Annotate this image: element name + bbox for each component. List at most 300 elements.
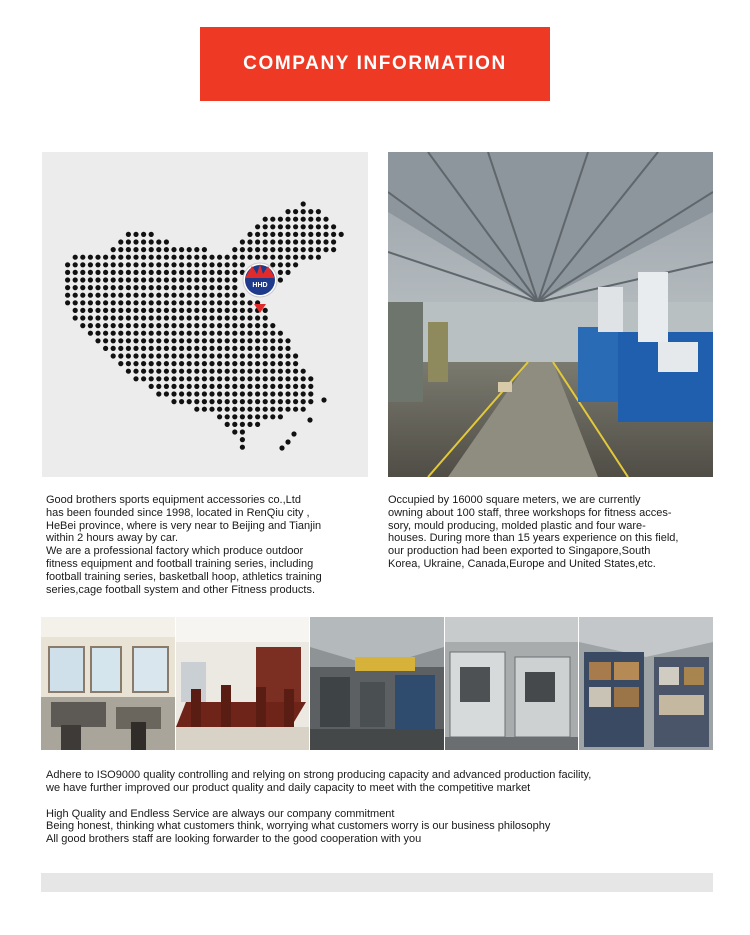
- map-dot: [308, 232, 313, 237]
- map-dot: [263, 353, 268, 358]
- map-dot: [118, 315, 123, 320]
- map-dot: [149, 285, 154, 290]
- closing-line-commitment: High Quality and Endless Service are always our company commitment: [46, 807, 395, 820]
- map-dot: [301, 209, 306, 214]
- map-dot: [225, 414, 230, 419]
- map-dot: [247, 391, 252, 396]
- map-dot: [202, 293, 207, 298]
- map-dot: [126, 255, 131, 260]
- map-dot: [301, 239, 306, 244]
- map-dot: [73, 270, 78, 275]
- map-dot: [194, 384, 199, 389]
- map-dot: [263, 361, 268, 366]
- map-dot: [255, 369, 260, 374]
- map-dot: [126, 239, 131, 244]
- map-dot: [331, 232, 336, 237]
- map-dot: [171, 277, 176, 282]
- map-dot: [247, 315, 252, 320]
- map-dot: [156, 239, 161, 244]
- map-dot: [179, 300, 184, 305]
- map-dot: [263, 346, 268, 351]
- map-dot: [270, 217, 275, 222]
- map-dot: [149, 300, 154, 305]
- map-dot: [308, 224, 313, 229]
- map-dot: [141, 285, 146, 290]
- map-dot: [323, 224, 328, 229]
- map-dot: [179, 399, 184, 404]
- map-dot: [103, 262, 108, 267]
- map-dot: [133, 338, 138, 343]
- map-dot: [187, 376, 192, 381]
- map-dot: [209, 331, 214, 336]
- map-dot: [156, 285, 161, 290]
- map-dot: [103, 323, 108, 328]
- map-dot: [285, 247, 290, 252]
- map-dot: [118, 262, 123, 267]
- map-dot: [65, 293, 70, 298]
- map-dot: [217, 407, 222, 412]
- map-dot: [133, 255, 138, 260]
- map-dot: [80, 293, 85, 298]
- map-dot: [202, 270, 207, 275]
- map-dot: [73, 308, 78, 313]
- map-dot: [225, 369, 230, 374]
- map-dot: [156, 262, 161, 267]
- map-dot: [263, 391, 268, 396]
- map-dot: [247, 239, 252, 244]
- map-dot: [118, 323, 123, 328]
- map-dot: [88, 293, 93, 298]
- map-dot: [171, 384, 176, 389]
- map-dot: [316, 217, 321, 222]
- map-dot: [293, 232, 298, 237]
- map-dot: [164, 391, 169, 396]
- map-dot: [73, 255, 78, 260]
- map-dot: [209, 277, 214, 282]
- map-dot: [209, 308, 214, 313]
- map-dot: [126, 300, 131, 305]
- map-dot: [126, 353, 131, 358]
- map-dot: [255, 331, 260, 336]
- map-dot: [270, 247, 275, 252]
- map-dot: [293, 255, 298, 260]
- map-dot: [88, 285, 93, 290]
- map-dot: [225, 384, 230, 389]
- map-dot: [270, 346, 275, 351]
- map-dot: [293, 239, 298, 244]
- map-dot: [255, 338, 260, 343]
- map-dot: [164, 338, 169, 343]
- meeting-room-photo: [176, 617, 309, 750]
- map-dot: [126, 293, 131, 298]
- map-dot: [141, 331, 146, 336]
- map-dot: [240, 300, 245, 305]
- map-dot: [194, 308, 199, 313]
- map-dot: [164, 331, 169, 336]
- map-dot: [285, 407, 290, 412]
- map-dot: [149, 376, 154, 381]
- map-dot: [308, 391, 313, 396]
- map-dot: [308, 209, 313, 214]
- map-dot: [247, 407, 252, 412]
- map-dot: [263, 384, 268, 389]
- map-dot: [171, 399, 176, 404]
- map-dot: [126, 232, 131, 237]
- map-dot: [255, 232, 260, 237]
- map-dot: [202, 262, 207, 267]
- closing-statements: [46, 769, 716, 846]
- map-dot: [263, 323, 268, 328]
- map-dot: [278, 277, 283, 282]
- map-dot: [323, 247, 328, 252]
- map-dot: [278, 346, 283, 351]
- map-dot: [179, 270, 184, 275]
- map-dot: [118, 239, 123, 244]
- map-dot: [255, 346, 260, 351]
- map-dot: [247, 369, 252, 374]
- map-dot: [164, 285, 169, 290]
- map-dot: [209, 376, 214, 381]
- map-dot: [126, 270, 131, 275]
- map-dot: [126, 369, 131, 374]
- map-dot: [217, 353, 222, 358]
- map-dot: [111, 331, 116, 336]
- map-dot: [278, 353, 283, 358]
- map-dot: [323, 232, 328, 237]
- map-dot: [232, 369, 237, 374]
- map-dot: [232, 391, 237, 396]
- map-dot: [270, 255, 275, 260]
- map-dot: [301, 232, 306, 237]
- map-dot: [301, 247, 306, 252]
- map-dot: [278, 331, 283, 336]
- map-dot: [285, 209, 290, 214]
- map-dot: [141, 323, 146, 328]
- map-dot: [179, 285, 184, 290]
- map-dot: [270, 361, 275, 366]
- map-dot: [209, 293, 214, 298]
- map-dot: [187, 369, 192, 374]
- map-dot: [194, 369, 199, 374]
- map-dot: [194, 353, 199, 358]
- map-dot: [209, 300, 214, 305]
- map-dot: [293, 399, 298, 404]
- map-dot: [171, 308, 176, 313]
- map-dot: [133, 361, 138, 366]
- map-dot: [118, 361, 123, 366]
- company-location-marker: [243, 263, 277, 313]
- map-dot: [156, 315, 161, 320]
- map-dot: [164, 323, 169, 328]
- map-dot: [88, 255, 93, 260]
- map-dot: [255, 414, 260, 419]
- map-dot: [247, 300, 252, 305]
- map-dot: [247, 376, 252, 381]
- map-dot: [80, 323, 85, 328]
- map-dot: [270, 353, 275, 358]
- map-dot: [194, 285, 199, 290]
- map-dot: [171, 391, 176, 396]
- map-dot: [255, 361, 260, 366]
- office-photo: [41, 617, 175, 750]
- map-dot: [278, 376, 283, 381]
- map-dot: [133, 239, 138, 244]
- map-dot: [255, 399, 260, 404]
- map-dot: [171, 247, 176, 252]
- map-dot: [263, 308, 268, 313]
- map-dot: [247, 308, 252, 313]
- map-dot: [103, 285, 108, 290]
- map-dot: [156, 353, 161, 358]
- logo-text: HHD: [252, 282, 268, 289]
- map-dot: [149, 384, 154, 389]
- map-dot: [149, 338, 154, 343]
- map-dot: [217, 315, 222, 320]
- map-dot: [133, 315, 138, 320]
- map-dot: [88, 308, 93, 313]
- map-dot: [255, 323, 260, 328]
- map-dot: [240, 323, 245, 328]
- map-dot: [179, 255, 184, 260]
- closing-line-cooperation: All good brothers staff are looking forwarder to the good cooperation with you: [46, 833, 422, 846]
- map-dot: [217, 262, 222, 267]
- map-dot: [164, 293, 169, 298]
- map-dot: [95, 338, 100, 343]
- map-dot: [232, 384, 237, 389]
- banner-title: COMPANY INFORMATION: [243, 53, 507, 74]
- map-dot: [285, 232, 290, 237]
- map-dot: [240, 353, 245, 358]
- map-dot: [217, 293, 222, 298]
- map-dot: [194, 300, 199, 305]
- map-dot: [232, 247, 237, 252]
- map-dot: [263, 399, 268, 404]
- map-dot: [240, 247, 245, 252]
- map-dot: [103, 346, 108, 351]
- map-dot: [149, 353, 154, 358]
- map-dot: [225, 315, 230, 320]
- map-dot: [73, 277, 78, 282]
- map-dot: [118, 277, 123, 282]
- map-dot: [187, 293, 192, 298]
- map-dot: [171, 270, 176, 275]
- map-dot: [217, 270, 222, 275]
- factory-interior-photo: [388, 152, 713, 477]
- map-dot: [118, 346, 123, 351]
- map-dot: [263, 331, 268, 336]
- map-dot: [118, 353, 123, 358]
- map-dot: [232, 422, 237, 427]
- map-dot: [187, 300, 192, 305]
- map-dot: [225, 323, 230, 328]
- map-dot: [240, 262, 245, 267]
- map-dot: [247, 346, 252, 351]
- map-dot: [126, 331, 131, 336]
- map-dot: [240, 361, 245, 366]
- map-dot: [278, 361, 283, 366]
- closing-paragraph-quality: Adhere to ISO9000 quality controlling and relying on strong producing capacity and advanced production facility, we have further improved our product quality and daily capacity to meet with the competitive market: [46, 769, 592, 794]
- map-dot: [270, 384, 275, 389]
- map-dot: [263, 217, 268, 222]
- map-dot: [209, 353, 214, 358]
- map-dot: [279, 445, 284, 450]
- map-dot: [278, 270, 283, 275]
- map-dot: [149, 232, 154, 237]
- map-dot: [291, 431, 296, 436]
- map-dot: [171, 338, 176, 343]
- map-dot: [111, 285, 116, 290]
- map-dot: [308, 217, 313, 222]
- map-dot: [133, 331, 138, 336]
- map-dot: [209, 369, 214, 374]
- map-dot: [240, 346, 245, 351]
- map-dot: [95, 300, 100, 305]
- map-dot: [194, 391, 199, 396]
- map-dot: [240, 437, 245, 442]
- map-dot: [194, 262, 199, 267]
- map-dot: [255, 407, 260, 412]
- map-dot: [118, 285, 123, 290]
- map-dot: [225, 308, 230, 313]
- map-dot: [118, 331, 123, 336]
- map-dot: [194, 407, 199, 412]
- map-dot: [156, 384, 161, 389]
- map-dot: [156, 331, 161, 336]
- map-dot: [217, 346, 222, 351]
- map-dot: [187, 399, 192, 404]
- map-dot: [171, 323, 176, 328]
- map-dot: [285, 338, 290, 343]
- map-dot: [240, 384, 245, 389]
- map-dot: [278, 247, 283, 252]
- map-dot: [225, 293, 230, 298]
- map-dot: [73, 293, 78, 298]
- map-dot: [263, 376, 268, 381]
- map-dot: [308, 384, 313, 389]
- map-dot: [316, 209, 321, 214]
- map-dot: [194, 399, 199, 404]
- map-dot: [111, 308, 116, 313]
- map-dot: [80, 262, 85, 267]
- map-dot: [156, 277, 161, 282]
- map-dot: [156, 361, 161, 366]
- map-dot: [285, 369, 290, 374]
- map-dot: [118, 247, 123, 252]
- map-dot: [194, 346, 199, 351]
- map-dot: [171, 353, 176, 358]
- map-dot: [240, 239, 245, 244]
- map-dot: [164, 239, 169, 244]
- map-dot: [255, 422, 260, 427]
- map-dot: [88, 315, 93, 320]
- map-dot: [225, 255, 230, 260]
- map-dot: [232, 331, 237, 336]
- map-dot: [171, 331, 176, 336]
- map-dot: [141, 270, 146, 275]
- map-dot: [111, 346, 116, 351]
- map-dot: [126, 361, 131, 366]
- map-dot: [187, 308, 192, 313]
- map-dot: [240, 338, 245, 343]
- map-dot: [179, 376, 184, 381]
- map-dot: [293, 391, 298, 396]
- map-dot: [171, 293, 176, 298]
- map-dot: [278, 232, 283, 237]
- map-dot: [133, 308, 138, 313]
- map-dot: [285, 270, 290, 275]
- map-dot: [331, 239, 336, 244]
- map-dot: [88, 300, 93, 305]
- map-dot: [270, 369, 275, 374]
- map-dot: [240, 414, 245, 419]
- map-dot: [278, 414, 283, 419]
- map-dot: [133, 285, 138, 290]
- map-dot: [270, 407, 275, 412]
- map-dot: [141, 353, 146, 358]
- map-dot: [209, 323, 214, 328]
- map-dot: [217, 300, 222, 305]
- map-dot: [194, 323, 199, 328]
- map-dot: [141, 247, 146, 252]
- map-dot: [217, 323, 222, 328]
- map-dot: [225, 361, 230, 366]
- map-dot: [285, 217, 290, 222]
- warehouse-photo: [579, 617, 713, 750]
- map-dot: [255, 384, 260, 389]
- map-dot: [202, 277, 207, 282]
- map-dot: [103, 255, 108, 260]
- map-dot: [149, 308, 154, 313]
- map-dot: [331, 247, 336, 252]
- map-dot: [179, 308, 184, 313]
- map-dot: [103, 315, 108, 320]
- map-dot: [278, 224, 283, 229]
- map-dot: [187, 391, 192, 396]
- map-dot: [247, 331, 252, 336]
- map-dot: [232, 277, 237, 282]
- map-dot: [149, 331, 154, 336]
- map-dot: [247, 255, 252, 260]
- map-dot: [217, 391, 222, 396]
- map-dot: [111, 353, 116, 358]
- map-dot: [95, 308, 100, 313]
- map-dot: [156, 308, 161, 313]
- map-dot: [126, 338, 131, 343]
- map-dot: [80, 277, 85, 282]
- map-dot: [179, 391, 184, 396]
- map-dot: [293, 217, 298, 222]
- map-dot: [217, 376, 222, 381]
- map-dot: [301, 399, 306, 404]
- map-dot: [217, 414, 222, 419]
- map-dot: [293, 224, 298, 229]
- map-dot: [255, 239, 260, 244]
- map-dot: [301, 224, 306, 229]
- map-dot: [95, 323, 100, 328]
- map-dot: [179, 247, 184, 252]
- map-dot: [149, 361, 154, 366]
- map-dot: [270, 399, 275, 404]
- map-dot: [202, 399, 207, 404]
- map-dot: [187, 331, 192, 336]
- map-dot: [308, 239, 313, 244]
- map-dot: [202, 346, 207, 351]
- map-dot: [194, 361, 199, 366]
- map-dot: [285, 346, 290, 351]
- map-dot: [202, 353, 207, 358]
- closing-line-philosophy: Being honest, thinking what customers think, worrying what customers worry is our business philosophy: [46, 820, 551, 833]
- map-dot: [209, 270, 214, 275]
